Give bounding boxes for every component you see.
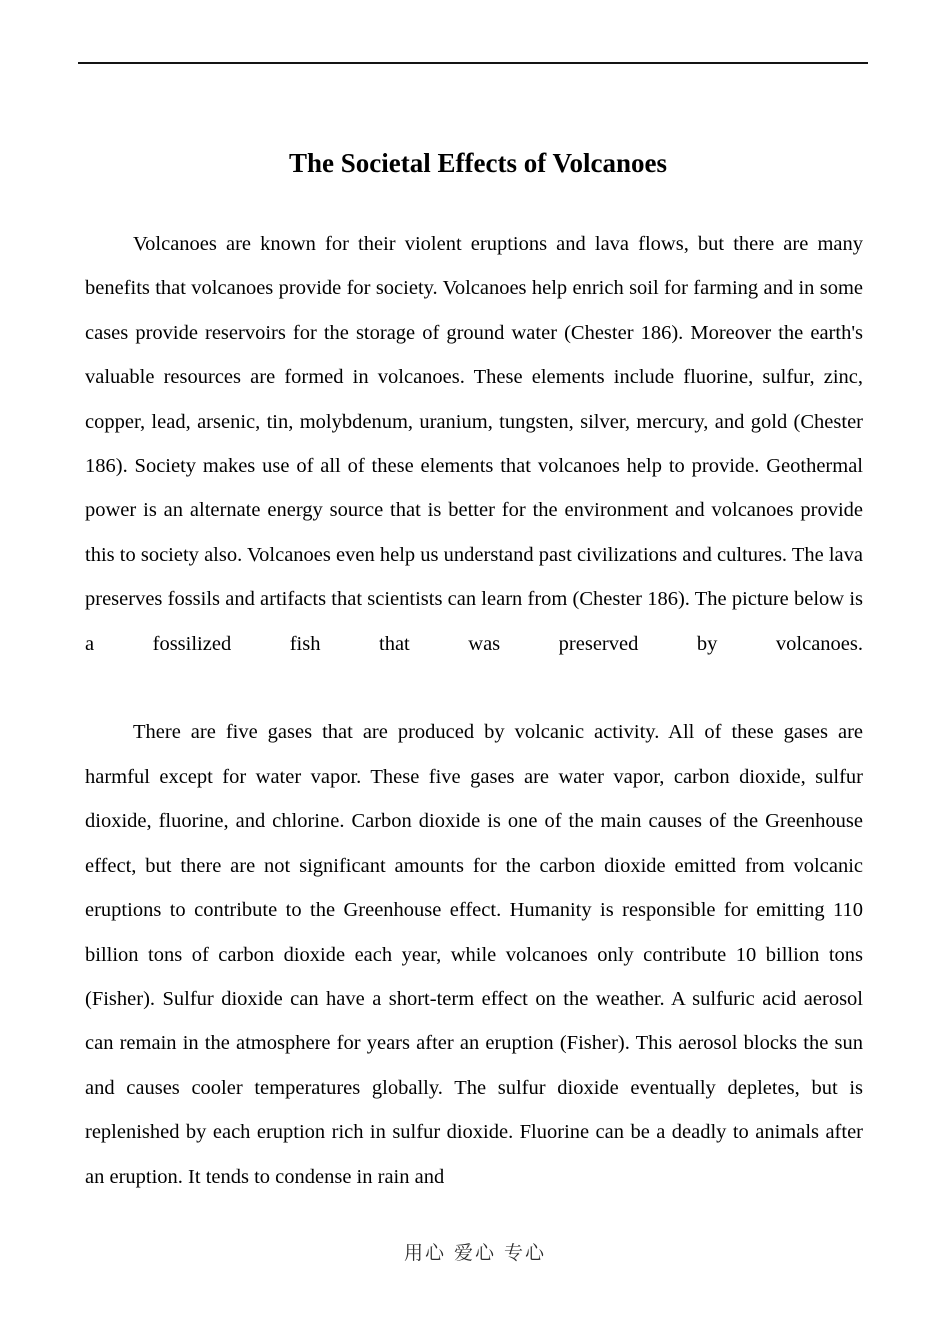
header-rule bbox=[78, 62, 868, 64]
document-body bbox=[85, 222, 863, 1199]
page-title: The Societal Effects of Volcanoes bbox=[289, 148, 667, 179]
page-footer: 用心 爱心 专心 bbox=[403, 1242, 547, 1264]
paragraph-1: Volcanoes are known for their violent eruptions and lava flows, but there are many benefits that volcanoes provide for society. Volcanoes help enrich soil for farming and in some cases provide reservoirs for the storage of ground water (Chester 186). Moreover the earth's valuable resources are formed in volcanoes. These elements include fluorine, sulfur, zinc, copper, lead, arsenic, tin, molybdenum, uranium, tungsten, silver, mercury, and gold (Chester 186). Society makes use of all of these elements that volcanoes help to provide. Geothermal power is an alternate energy source that is better for the environment and volcanoes provide this to society also. Volcanoes even help us understand past civilizations and cultures. The lava preserves fossils and artifacts that scientists can learn from (Chester 186). The picture below is a fossilized fish that was preserved by volcanoes. bbox=[85, 233, 863, 655]
paragraph-2: There are five gases that are produced by volcanic activity. All of these gases are harmful except for water vapor. These five gases are water vapor, carbon dioxide, sulfur dioxide, fluorine, and chlorine. Carbon dioxide is one of the main causes of the Greenhouse effect, but there are not significant amounts for the carbon dioxide emitted from volcanic eruptions to contribute to the Greenhouse effect. Humanity is responsible for emitting 110 billion tons of carbon dioxide each year, while volcanoes only contribute 10 billion tons (Fisher). Sulfur dioxide can have a short-term effect on the weather. A sulfuric acid aerosol can remain in the atmosphere for years after an eruption (Fisher). This aerosol blocks the sun and causes cooler temperatures globally. The sulfur dioxide eventually depletes, but is replenished by each eruption rich in sulfur dioxide. Fluorine can be a deadly to animals after an eruption. It tends to condense in rain and bbox=[85, 721, 863, 1188]
